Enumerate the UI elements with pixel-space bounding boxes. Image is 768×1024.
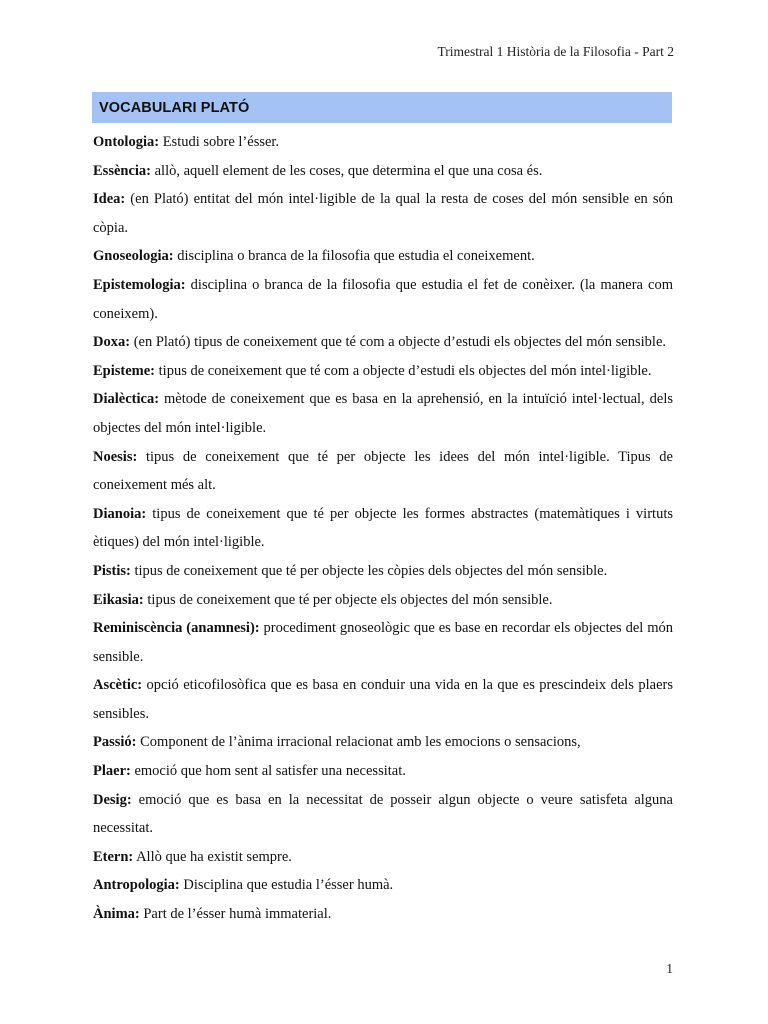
glossary-term: Ànima: bbox=[93, 906, 140, 923]
glossary-entry bbox=[93, 871, 673, 900]
section-title-bar bbox=[92, 92, 672, 123]
running-header: Trimestral 1 Història de la Filosofia - Part 2 bbox=[437, 44, 674, 59]
glossary-term: Passió: bbox=[93, 734, 137, 751]
glossary-entry bbox=[93, 843, 673, 872]
glossary-term: Epistemologia: bbox=[93, 276, 186, 293]
glossary-entry bbox=[93, 614, 673, 671]
glossary-entry bbox=[93, 128, 673, 157]
glossary-entry bbox=[93, 385, 673, 442]
glossary-entry bbox=[93, 586, 673, 615]
glossary-term: Essència: bbox=[93, 162, 151, 179]
glossary-term: Etern: bbox=[93, 848, 134, 865]
glossary-definition: tipus de coneixement que té per objecte les formes abstractes (matemàtiques i virtuts ètiques) del món intel·ligible. bbox=[93, 505, 673, 551]
glossary-entry bbox=[93, 157, 673, 186]
glossary-term: Dianoia: bbox=[93, 505, 147, 522]
glossary-definition: (en Plató) tipus de coneixement que té com a objecte d’estudi els objectes del món sensible. bbox=[130, 334, 667, 351]
glossary-entry bbox=[93, 357, 673, 386]
glossary-definition: Component de l’ànima irracional relacionat amb les emocions o sensacions, bbox=[136, 734, 581, 751]
glossary-entry bbox=[93, 185, 673, 242]
glossary-term: Eikasia: bbox=[93, 591, 144, 608]
glossary-definition: Part de l’ésser humà immaterial. bbox=[139, 906, 332, 923]
glossary-definition: emoció que es basa en la necessitat de posseir algun objecte o veure satisfeta alguna necessitat. bbox=[93, 791, 673, 837]
page-number: 1 bbox=[666, 961, 673, 976]
glossary-definition: Disciplina que estudia l’ésser humà. bbox=[179, 877, 394, 894]
glossary-definition: tipus de coneixement que té per objecte les idees del món intel·ligible. Tipus de coneixement més alt. bbox=[93, 448, 673, 494]
glossary-term: Gnoseologia: bbox=[93, 248, 174, 265]
glossary-definition: disciplina o branca de la filosofia que estudia el coneixement. bbox=[173, 248, 535, 265]
glossary-list bbox=[93, 128, 673, 929]
glossary-term: Pistis: bbox=[93, 562, 131, 579]
glossary-definition: opció eticofilosòfica que es basa en conduir una vida en la que es prescindeix dels plaers sensibles. bbox=[93, 677, 673, 722]
glossary-term: Idea: bbox=[93, 191, 126, 208]
glossary-term: Noesis: bbox=[93, 448, 138, 465]
glossary-definition: Allò que ha existit sempre. bbox=[133, 848, 292, 865]
glossary-definition: tipus de coneixement que té per objecte els objectes del món sensible. bbox=[143, 591, 553, 608]
glossary-definition: (en Plató) entitat del món intel·ligible de la qual la resta de coses del món sensible en són còpia. bbox=[93, 191, 673, 236]
glossary-entry bbox=[93, 757, 673, 786]
glossary-term: Reminiscència (anamnesi): bbox=[93, 620, 260, 637]
glossary-definition: tipus de coneixement que té com a objecte d’estudi els objectes del món intel·ligible. bbox=[155, 362, 652, 379]
glossary-entry bbox=[93, 500, 673, 557]
glossary-entry bbox=[93, 271, 673, 328]
glossary-term: Plaer: bbox=[93, 763, 131, 780]
glossary-definition: emoció que hom sent al satisfer una necessitat. bbox=[130, 763, 406, 780]
glossary-definition: mètode de coneixement que es basa en la aprehensió, en la intuïció intel·lectual, dels objectes del món intel·ligible. bbox=[93, 391, 673, 436]
glossary-definition: disciplina o branca de la filosofia que estudia el fet de conèixer. (la manera com coneixem). bbox=[93, 276, 673, 322]
glossary-definition: procediment gnoseològic que es base en recordar els objectes del món sensible. bbox=[93, 620, 673, 665]
glossary-term: Doxa: bbox=[93, 334, 131, 351]
glossary-entry bbox=[93, 900, 673, 929]
glossary-term: Ontologia: bbox=[93, 134, 160, 150]
glossary-definition: allò, aquell element de les coses, que determina el que una cosa és. bbox=[151, 162, 543, 179]
glossary-entry bbox=[93, 443, 673, 500]
glossary-term: Episteme: bbox=[93, 362, 156, 379]
glossary-term: Desig: bbox=[93, 791, 132, 808]
glossary-entry bbox=[93, 242, 673, 271]
glossary-term: Ascètic: bbox=[93, 677, 143, 694]
glossary-entry bbox=[93, 328, 673, 357]
glossary-entry bbox=[93, 728, 673, 757]
glossary-entry bbox=[93, 786, 673, 843]
glossary-definition: tipus de coneixement que té per objecte les còpies dels objectes del món sensible. bbox=[130, 562, 608, 579]
section-title: VOCABULARI PLATÓ bbox=[99, 99, 250, 116]
glossary-term: Dialèctica: bbox=[93, 391, 160, 408]
glossary-entry bbox=[93, 671, 673, 728]
glossary-definition: Estudi sobre l’ésser. bbox=[159, 134, 280, 150]
glossary-term: Antropologia: bbox=[93, 877, 180, 894]
glossary-entry bbox=[93, 557, 673, 586]
